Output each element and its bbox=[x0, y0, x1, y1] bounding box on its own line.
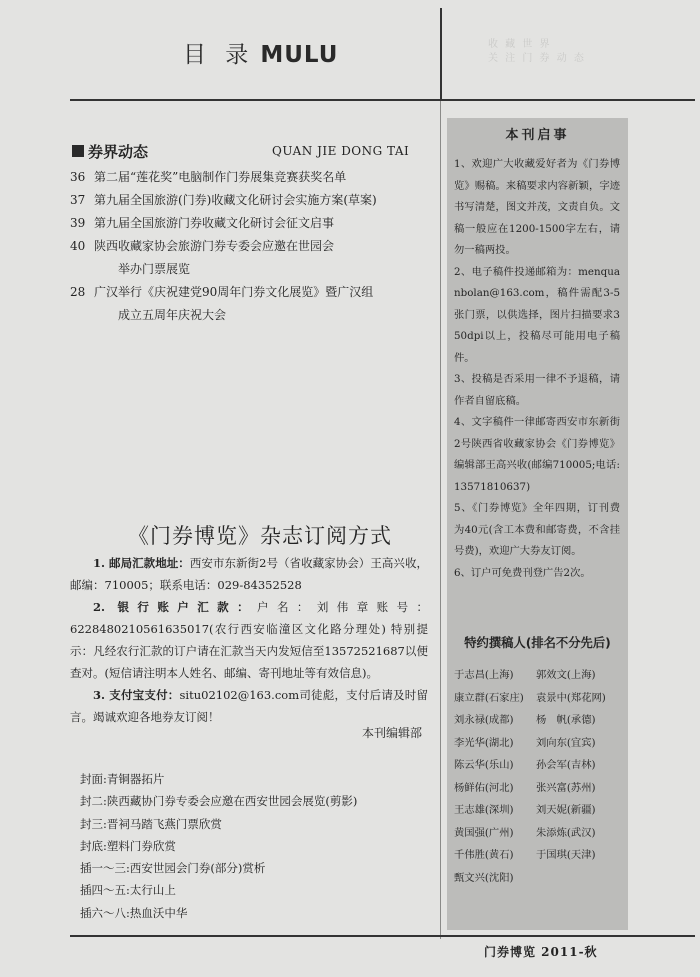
writer-name: 郭效文(上海) bbox=[536, 669, 596, 681]
writer-name: 千伟胜(黄石) bbox=[454, 849, 514, 861]
notice-item: 6、订户可免费刊登广告2次。 bbox=[454, 566, 591, 579]
toc-list bbox=[70, 166, 440, 327]
writer-row bbox=[454, 777, 624, 800]
notice-item: 1、欢迎广大收藏爱好者为《门券博览》赐稿。来稿要求内容新颖，字迹书写清楚，图文并茂，文责自负。文稿一般应在1200-1500字左右，请勿一稿两投。 bbox=[454, 158, 620, 256]
toc-page-number: 39 bbox=[70, 216, 86, 230]
notice-item: 4、文字稿件一律邮寄西安市东新街2号陕西省收藏家协会《门券博览》编辑部王高兴收(邮编710005;电话:13571810637) bbox=[454, 416, 620, 493]
ghost-line: 关 注 门 券 动 态 bbox=[488, 53, 586, 64]
cover-item: 封三:晋祠马踏飞燕门票欣赏 bbox=[80, 816, 222, 831]
subscription-item bbox=[70, 684, 428, 728]
writer-row bbox=[454, 709, 624, 732]
vertical-rule-top bbox=[440, 8, 442, 100]
notice-item: 3、投稿是否采用一律不予退稿，请作者自留底稿。 bbox=[454, 373, 620, 407]
toc-title: 第九届全国旅游门券收藏文化研讨会征文启事 bbox=[94, 216, 335, 230]
writer-name: 刘永禄(成都) bbox=[454, 714, 514, 726]
writer-name: 康立群(石家庄) bbox=[454, 691, 524, 704]
subscription-sign: 本刊编辑部 bbox=[361, 726, 422, 740]
toc-title: 第九届全国旅游(门券)收藏文化研讨会实施方案(草案) bbox=[94, 193, 377, 207]
notice-item: 2、电子稿件投递邮箱为：menquanbolan@163.com，稿件需配3-5张门票，以供选择，图片扫描要求350dpi以上，投稿尽可能用电子稿件。 bbox=[454, 265, 620, 364]
section-title-zh: 券界动态 bbox=[88, 143, 149, 161]
writer-row bbox=[454, 867, 624, 890]
subscription-item-text: situ02102@163.com司徒彪，支付后请及时留言。竭诚欢迎各地券友订阅！ bbox=[70, 688, 428, 724]
horizontal-rule-bottom bbox=[70, 935, 695, 937]
subscription-item-label: 2. 银行账户汇款： bbox=[93, 600, 258, 614]
cover-item: 插四～五:太行山上 bbox=[80, 883, 176, 898]
writer-row bbox=[454, 664, 624, 687]
subscription-item bbox=[70, 596, 428, 684]
subscription-item bbox=[70, 552, 428, 596]
cover-item: 插六～八:热血沃中华 bbox=[80, 905, 188, 920]
toc-page-number: 40 bbox=[70, 239, 86, 253]
subscription-title: 《门券博览》杂志订阅方式 bbox=[128, 524, 392, 548]
ghost-line: 收 藏 世 界 bbox=[488, 39, 552, 50]
cover-list bbox=[80, 768, 357, 924]
writer-row bbox=[454, 822, 624, 845]
horizontal-rule-top bbox=[70, 99, 695, 101]
writers-title: 特约撰稿人(排名不分先后) bbox=[464, 636, 611, 650]
writers-list bbox=[454, 664, 624, 889]
writer-name: 孙会军(吉林) bbox=[536, 759, 596, 771]
cover-item: 插一～三:西安世园会门券(部分)赏析 bbox=[80, 861, 266, 876]
subscription-item-text: 户名：刘伟章账号：6228480210561635017(农行西安临潼区文化路分理处) 特别提示：凡经农行汇款的订户请在汇款当天内发短信至13572521687以便查对。(短信请注明本人姓名、邮编、寄刊地址等有效信息)。 bbox=[70, 600, 429, 680]
writer-name: 于志昌(上海) bbox=[454, 669, 514, 681]
title-zh: 目 录 bbox=[183, 42, 255, 68]
toc-item[interactable] bbox=[70, 212, 440, 235]
cover-item: 封面:青铜器拓片 bbox=[80, 772, 165, 786]
subscription-body bbox=[70, 552, 428, 728]
vertical-rule-middle bbox=[440, 101, 441, 939]
writer-name: 黄国强(广州) bbox=[454, 826, 514, 839]
toc-title: 广汉举行《庆祝建党90周年门券文化展览》暨广汉组 bbox=[94, 285, 374, 299]
writer-name: 张兴富(苏州) bbox=[536, 781, 596, 794]
toc-item[interactable] bbox=[70, 235, 440, 281]
toc-title: 第二届“莲花奖”电脑制作门券展集竞赛获奖名单 bbox=[94, 170, 347, 184]
ghost-text bbox=[488, 38, 586, 66]
toc-page-number: 36 bbox=[70, 170, 86, 184]
toc-title-continued: 成立五周年庆祝大会 bbox=[118, 308, 227, 322]
toc-page-number: 37 bbox=[70, 193, 86, 207]
subscription-item-label: 3. 支付宝支付： bbox=[93, 688, 180, 702]
writer-name: 甄文兴(沈阳) bbox=[454, 871, 514, 884]
notice-list bbox=[454, 154, 620, 584]
cover-item: 封二:陕西藏协门券专委会应邀在西安世园会展览(剪影) bbox=[80, 794, 358, 809]
toc-item[interactable] bbox=[70, 281, 440, 327]
toc-item[interactable] bbox=[70, 166, 440, 189]
writer-name: 刘向东(宜宾) bbox=[536, 736, 596, 749]
section-header bbox=[72, 141, 434, 163]
page-title bbox=[183, 36, 338, 69]
writer-row bbox=[454, 844, 624, 867]
writer-name: 陈云华(乐山) bbox=[454, 759, 514, 771]
writer-row bbox=[454, 754, 624, 777]
toc-title: 陕西收藏家协会旅游门券专委会应邀在世园会 bbox=[94, 239, 335, 253]
subscription-item-label: 1. 邮局汇款地址： bbox=[93, 556, 190, 570]
notice-title: 本刊启事 bbox=[505, 128, 570, 143]
square-bullet-icon bbox=[72, 145, 84, 157]
writer-name: 李光华(湖北) bbox=[454, 736, 514, 749]
sidebar-panel bbox=[447, 118, 628, 930]
toc-item[interactable] bbox=[70, 189, 440, 212]
writer-name: 袁景中(郑花网) bbox=[536, 691, 606, 704]
writer-row bbox=[454, 799, 624, 822]
toc-page-number: 28 bbox=[70, 285, 86, 299]
writer-name: 杨鲜佑(河北) bbox=[454, 781, 514, 794]
writer-row bbox=[454, 687, 624, 710]
subscription-item-text: 西安市东新街2号（省收藏家协会）王高兴收，邮编：710005；联系电话：029-84352528 bbox=[70, 556, 428, 592]
writer-row bbox=[454, 732, 624, 755]
notice-item: 5、《门券博览》全年四期，订刊费为40元(含工本费和邮寄费，不含挂号费)，欢迎广大券友订阅。 bbox=[454, 502, 620, 557]
writer-name: 王志雄(深圳) bbox=[454, 804, 514, 816]
toc-title-continued: 举办门票展览 bbox=[118, 262, 191, 276]
writer-name: 朱添炼(武汉) bbox=[536, 826, 596, 839]
cover-item: 封底:塑料门券欣赏 bbox=[80, 838, 176, 853]
writer-name: 刘天妮(新疆) bbox=[536, 804, 596, 816]
section-title-en: QUAN JIE DONG TAI bbox=[272, 144, 410, 158]
title-en: MULU bbox=[260, 42, 339, 68]
writer-name: 杨 帆(承德) bbox=[536, 714, 596, 726]
writer-name: 于国琪(天津) bbox=[536, 849, 596, 861]
page-footer: 门券博览 2011-秋 bbox=[484, 945, 598, 959]
